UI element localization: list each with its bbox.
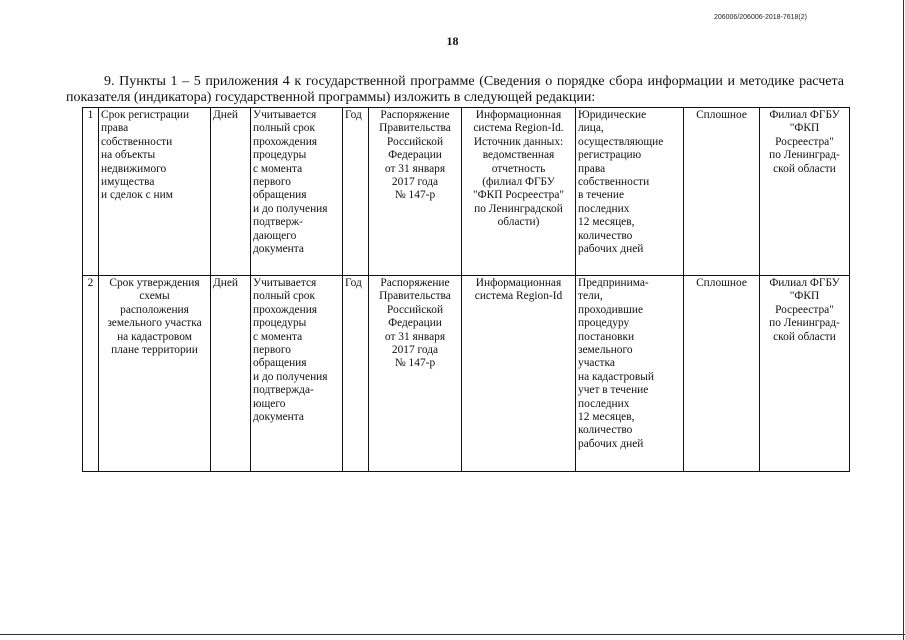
indicator-table — [82, 107, 850, 472]
document-code: 206006/206006-2018-7618(2) — [713, 14, 807, 21]
table-row — [83, 108, 850, 276]
method-cell: Сплошное — [684, 108, 760, 276]
basis-cell: Распоряжение Правительства Российской Федерации от 31 января 2017 года № 147-р — [369, 108, 462, 276]
population-cell: Юридические лица, осуществляющие регистрацию права собственности в течение последних 12 месяцев, количество рабочих дней — [576, 108, 684, 276]
period-cell: Год — [343, 108, 369, 276]
scan-edge-bottom — [0, 634, 905, 635]
method-cell: Сплошное — [684, 276, 760, 472]
unit-cell: Дней — [211, 276, 251, 472]
period-cell: Год — [343, 276, 369, 472]
calculation-cell: Учитывается полный срок прохождения процедуры с момента первого обращения и до получения подтверж- дающего документа — [251, 108, 343, 276]
source-cell: Информационная система Region-Id — [462, 276, 576, 472]
indicator-name: Срок утверждения схемы расположения земельного участка на кадастровом плане территории — [99, 276, 211, 472]
intro-paragraph: 9. Пункты 1 – 5 приложения 4 к государственной программе (Сведения о порядке сбора информации и методике расчета показателя (индикатора) государственной программы) изложить в следующей редакции: — [66, 74, 844, 105]
responsible-cell: Филиал ФГБУ "ФКП Росреестра" по Ленинград- ской области — [760, 108, 850, 276]
source-cell: Информационная система Region-Id. Источник данных: ведомственная отчетность (филиал ФГБУ "ФКП Росреестра" по Ленинградской области) — [462, 108, 576, 276]
unit-cell: Дней — [211, 108, 251, 276]
basis-cell: Распоряжение Правительства Российской Федерации от 31 января 2017 года № 147-р — [369, 276, 462, 472]
row-number: 1 — [83, 108, 99, 276]
scan-edge-right — [903, 0, 904, 640]
table-row — [83, 276, 850, 472]
row-number: 2 — [83, 276, 99, 472]
indicator-name: Срок регистрации права собственности на объекты недвижимого имущества и сделок с ним — [99, 108, 211, 276]
page-number: 18 — [446, 34, 459, 48]
calculation-cell: Учитывается полный срок прохождения процедуры с момента первого обращения и до получения подтвержда- ющего документа — [251, 276, 343, 472]
responsible-cell: Филиал ФГБУ "ФКП Росреестра" по Ленинград- ской области — [760, 276, 850, 472]
population-cell: Предпринима- тели, проходившие процедуру постановки земельного участка на кадастровый учет в течение последних 12 месяцев, количество рабочих дней — [576, 276, 684, 472]
